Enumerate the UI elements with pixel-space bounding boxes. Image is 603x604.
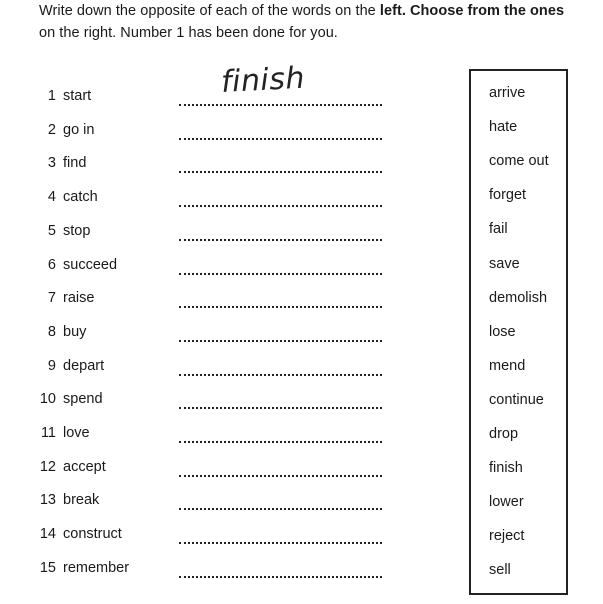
choice-word: hate: [489, 119, 518, 136]
item-number: 12: [39, 458, 56, 475]
item-word: buy: [63, 323, 87, 340]
choice-word: sell: [489, 562, 511, 579]
item-number: 7: [47, 290, 56, 307]
choice-word: fail: [489, 221, 508, 238]
item-number: 15: [39, 559, 56, 576]
item-word: find: [63, 155, 87, 172]
item-number: 13: [39, 492, 56, 509]
instructions-line-1-a: Write down the opposite of each of the words on the: [39, 3, 380, 19]
answer-blank[interactable]: [179, 505, 382, 510]
item-number: 10: [39, 391, 56, 408]
answer-blank[interactable]: [179, 135, 382, 140]
answer-blank[interactable]: [179, 472, 382, 477]
answer-blank[interactable]: [179, 438, 382, 443]
item-word: remember: [63, 559, 130, 576]
exercise-row: [0, 425, 470, 459]
item-word: raise: [63, 290, 95, 307]
choice-word: continue: [489, 391, 544, 408]
exercise-row: [0, 290, 470, 324]
exercise-row: [0, 189, 470, 223]
item-number: 8: [47, 323, 56, 340]
exercise-row: [0, 526, 470, 560]
example-answer: finish: [220, 60, 306, 100]
exercise-row: [0, 155, 470, 189]
item-word: stop: [63, 222, 91, 239]
item-word: go in: [63, 121, 95, 138]
choice-word: mend: [489, 357, 526, 374]
item-word: catch: [63, 189, 98, 206]
exercise-row: [0, 257, 470, 291]
item-number: 9: [47, 357, 56, 374]
answer-blank[interactable]: [179, 270, 382, 275]
choice-word: forget: [489, 187, 527, 204]
exercise-row: [0, 391, 470, 425]
item-word: succeed: [63, 256, 118, 273]
choice-word: lose: [489, 323, 516, 340]
answer-blank[interactable]: [179, 539, 382, 544]
answer-blank[interactable]: [179, 303, 382, 308]
item-number: 11: [40, 425, 56, 441]
exercise-row: [0, 223, 470, 257]
exercise-row: [0, 459, 470, 493]
choices-box: [469, 69, 568, 595]
item-word: break: [63, 492, 100, 509]
exercise-row: [0, 122, 470, 156]
item-number: 1: [47, 88, 56, 104]
exercise-row: [0, 358, 470, 392]
item-word: accept: [63, 458, 106, 475]
choice-word: save: [489, 255, 520, 272]
item-word: spend: [63, 391, 103, 408]
choice-word: lower: [489, 494, 524, 511]
item-word: depart: [63, 357, 105, 374]
item-number: 14: [39, 526, 56, 543]
answer-blank[interactable]: [179, 168, 382, 173]
item-number: 4: [47, 189, 56, 206]
answer-blank[interactable]: [179, 202, 382, 207]
item-word: love: [63, 425, 90, 441]
exercise-row: [0, 324, 470, 358]
exercise-row: [0, 492, 470, 526]
instructions: [39, 0, 599, 44]
exercise-row: [0, 88, 470, 122]
exercise-row: [0, 560, 470, 594]
item-word: start: [63, 88, 92, 104]
choice-word: arrive: [489, 85, 526, 101]
item-number: 2: [47, 121, 56, 138]
choice-word: finish: [489, 460, 523, 477]
item-number: 6: [47, 256, 56, 273]
choice-word: reject: [489, 528, 525, 545]
answer-blank[interactable]: [179, 404, 382, 409]
answer-blank[interactable]: [179, 236, 382, 241]
answer-blank[interactable]: [179, 101, 382, 106]
instructions-line-1-bold: left. Choose from the ones: [379, 3, 565, 19]
answer-blank[interactable]: [179, 371, 382, 376]
item-number: 5: [47, 222, 56, 239]
choice-word: demolish: [489, 289, 548, 306]
item-word: construct: [63, 526, 122, 543]
choice-word: come out: [489, 153, 549, 170]
answer-blank[interactable]: [179, 573, 382, 578]
instructions-line-2: on the right. Number 1 has been done for you.: [39, 25, 338, 41]
answer-blank[interactable]: [179, 337, 382, 342]
choice-word: drop: [489, 426, 519, 442]
item-number: 3: [47, 155, 56, 172]
